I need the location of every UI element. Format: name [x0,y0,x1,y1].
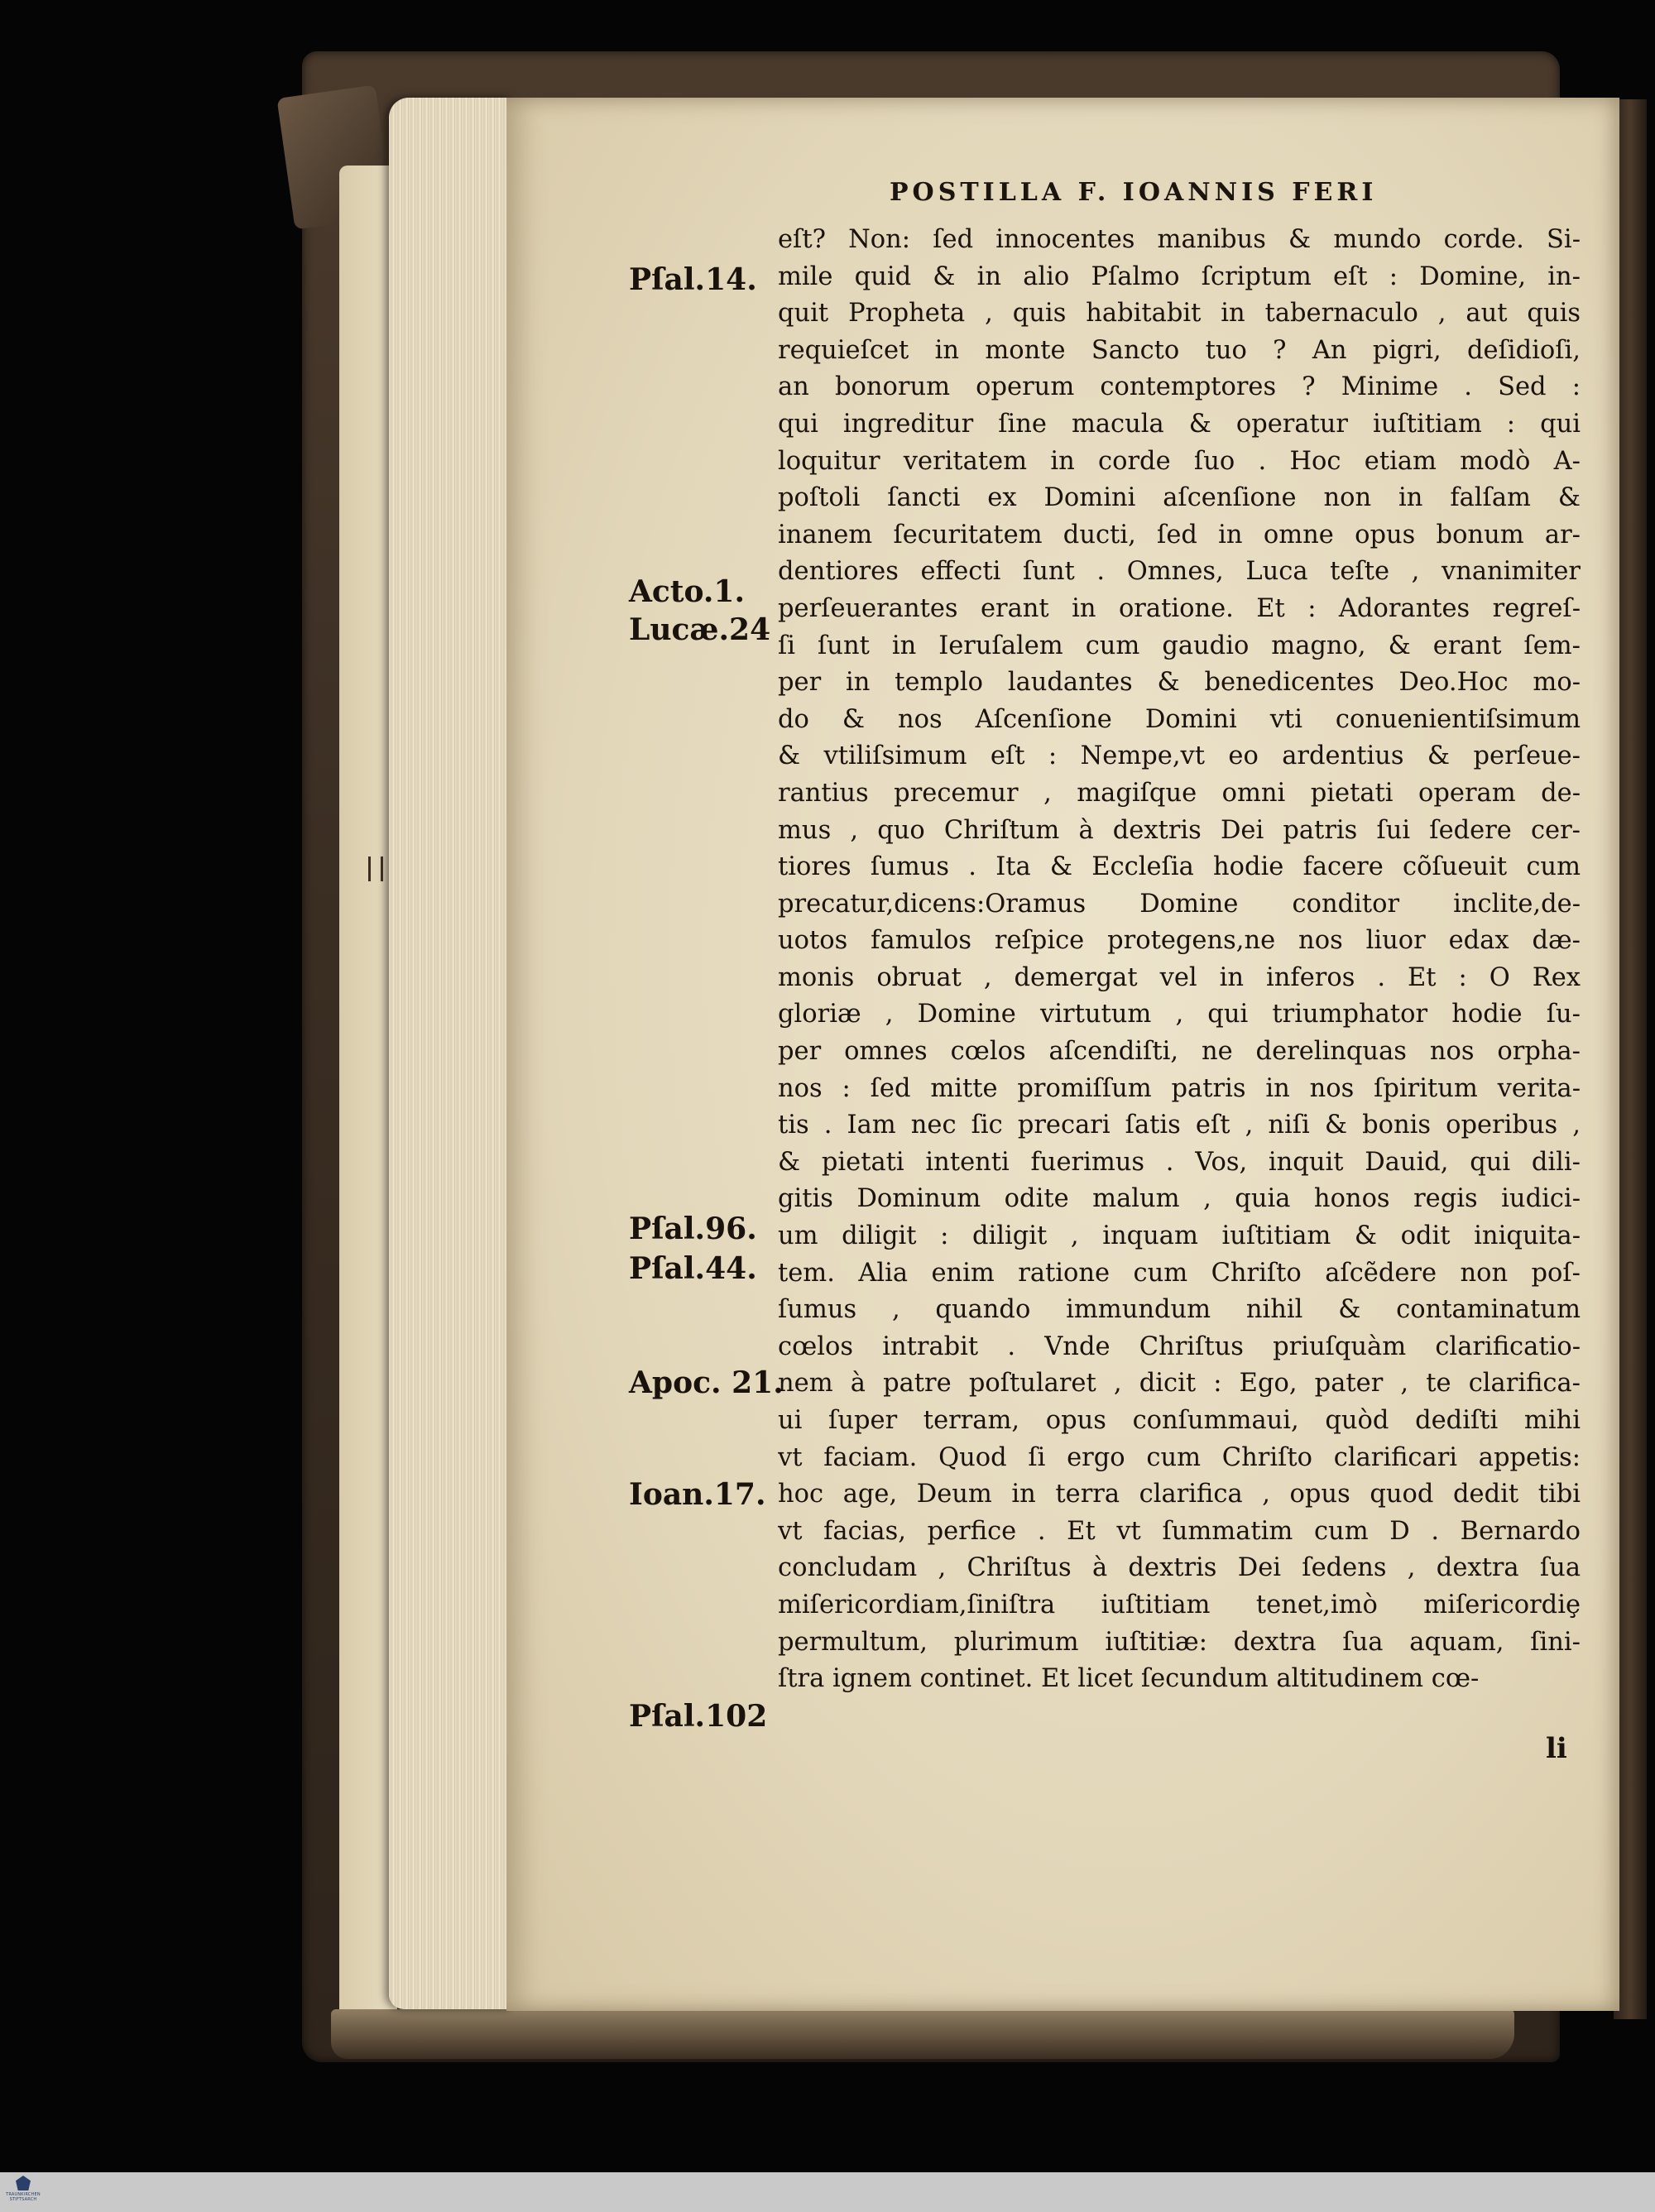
text-line: vt facias, perfice . Et vt ſummatim cum D . Bernardo [778,1516,1581,1546]
text-line: monis obruat , demergat vel in inferos . Et : O Rex [778,962,1581,992]
text-line: dentiores effecti ſunt . Omnes, Luca teſte , vnanimiter [778,557,1581,587]
text-line: poſtoli ſancti ex Domini aſcenſione non in falſam & [778,483,1581,513]
book-bottom-edge [331,2009,1514,2059]
text-line: rantius precemur , magiſque omni pietati operam de- [778,778,1581,808]
margin-note-lucae24: Lucæ.24 [629,612,771,647]
margin-note-psal14: Pſal.14. [629,262,757,297]
text-line: um diligit : diligit , inquam iuſtitiam & odit iniquita- [778,1221,1581,1251]
text-line: quit Propheta , quis habitabit in tabernaculo , aut quis [778,299,1581,329]
text-line: miſericordiam,ſiniſtra iuſtitiam tenet,imò miſericordiȩ [778,1590,1581,1619]
text-line: eſt? Non: ſed innocentes manibus & mundo corde. Si- [778,225,1581,254]
text-line: requieſcet in monte Sancto tuo ? An pigri, deſidioſi, [778,335,1581,365]
text-line: gitis Dominum odite malum , quia honos regis iudici- [778,1184,1581,1214]
text-line: do & nos Aſcenſione Domini vti conuenientiſsimum [778,704,1581,734]
text-line: gloriæ , Domine virtutum , qui triumphator hodie ſu- [778,1000,1581,1029]
page-stack-edge [389,98,513,2009]
text-line: vt faciam. Quod ſi ergo cum Chriſto clarificari appetis: [778,1442,1581,1472]
text-line: precatur,dicens:Oramus Domine conditor inclite,de- [778,889,1581,919]
text-line: ui ſuper terram, opus conſummaui, quòd dediſti mihi [778,1406,1581,1435]
margin-note-ioan17: Ioan.17. [629,1477,766,1512]
margin-note-psal102: Pſal.102 [629,1699,768,1734]
text-line: an bonorum operum contemptores ? Minime . Sed : [778,372,1581,402]
text-line: uotos famulos reſpice protegens,ne nos liuor edax dæ- [778,926,1581,956]
body-text [778,222,1581,1698]
text-line: nos : ſed mitte promiſſum patris in nos ſpiritum verita- [778,1073,1581,1103]
library-logo-icon: TRAUNKIRCHEN STIFTSARCH [5,2176,41,2209]
text-line: per omnes cœlos aſcendiſti, ne derelinquas nos orpha- [778,1037,1581,1067]
text-line: per in templo laudantes & benedicentes Deo.Hoc mo- [778,668,1581,698]
text-line: tis . Iam nec ſic precari ſatis eſt , niſi & bonis operibus , [778,1111,1581,1140]
viewer-footer-bar [0,2172,1655,2212]
text-line: ſtra ignem continet. Et licet ſecundum altitudinem cœ- [778,1664,1480,1694]
margin-note-apoc21: Apoc. 21. [629,1365,784,1400]
running-header: POSTILLA F. IOANNIS FERI [890,178,1378,207]
margin-note-acto1: Acto.1. [629,574,745,609]
text-line: permultum, plurimum iuſtitiæ: dextra ſua aquam, ſini- [778,1627,1581,1657]
text-line: loquitur veritatem in corde ſuo . Hoc etiam modò A- [778,446,1581,476]
text-line: nem à patre poſtularet , dicit : Ego, pater , te clarifica- [778,1369,1581,1399]
text-line: tiores ſumus . Ita & Eccleſia hodie facere cõſueuit cum [778,852,1581,882]
margin-note-psal44: Pſal.44. [629,1251,757,1286]
text-line: inanem ſecuritatem ducti, ſed in omne opus bonum ar- [778,520,1581,549]
text-line: concludam , Chriſtus à dextris Dei ſedens , dextra ſua [778,1553,1581,1583]
catchword: li [1546,1732,1567,1765]
text-line: mile quid & in alio Pſalmo ſcriptum eſt : Domine, in- [778,262,1581,291]
text-line: ſi ſunt in Ieruſalem cum gaudio magno, & erant ſem- [778,631,1581,660]
text-line: qui ingreditur ſine macula & operatur iuſtitiam : qui [778,409,1581,439]
text-line: cœlos intrabit . Vnde Chriſtus priuſquàm clarificatio- [778,1332,1581,1361]
text-line: tem. Alia enim ratione cum Chriſto aſcẽdere non poſ- [778,1258,1581,1288]
text-line: hoc age, Deum in terra clarifica , opus quod dedit tibi [778,1480,1581,1509]
edge-mark [368,856,383,881]
text-line: mus , quo Chriſtum à dextris Dei patris ſui ſedere cer- [778,815,1581,845]
text-line: perſeuerantes erant in oratione. Et : Adorantes regreſ- [778,593,1581,623]
text-line: & vtiliſsimum eſt : Nempe,vt eo ardentius & perſeue- [778,741,1581,771]
text-line: & pietati intenti fuerimus . Vos, inquit Dauid, qui dili- [778,1147,1581,1177]
margin-note-psal96: Pſal.96. [629,1212,757,1246]
text-line: ſumus , quando immundum nihil & contaminatum [778,1295,1581,1325]
